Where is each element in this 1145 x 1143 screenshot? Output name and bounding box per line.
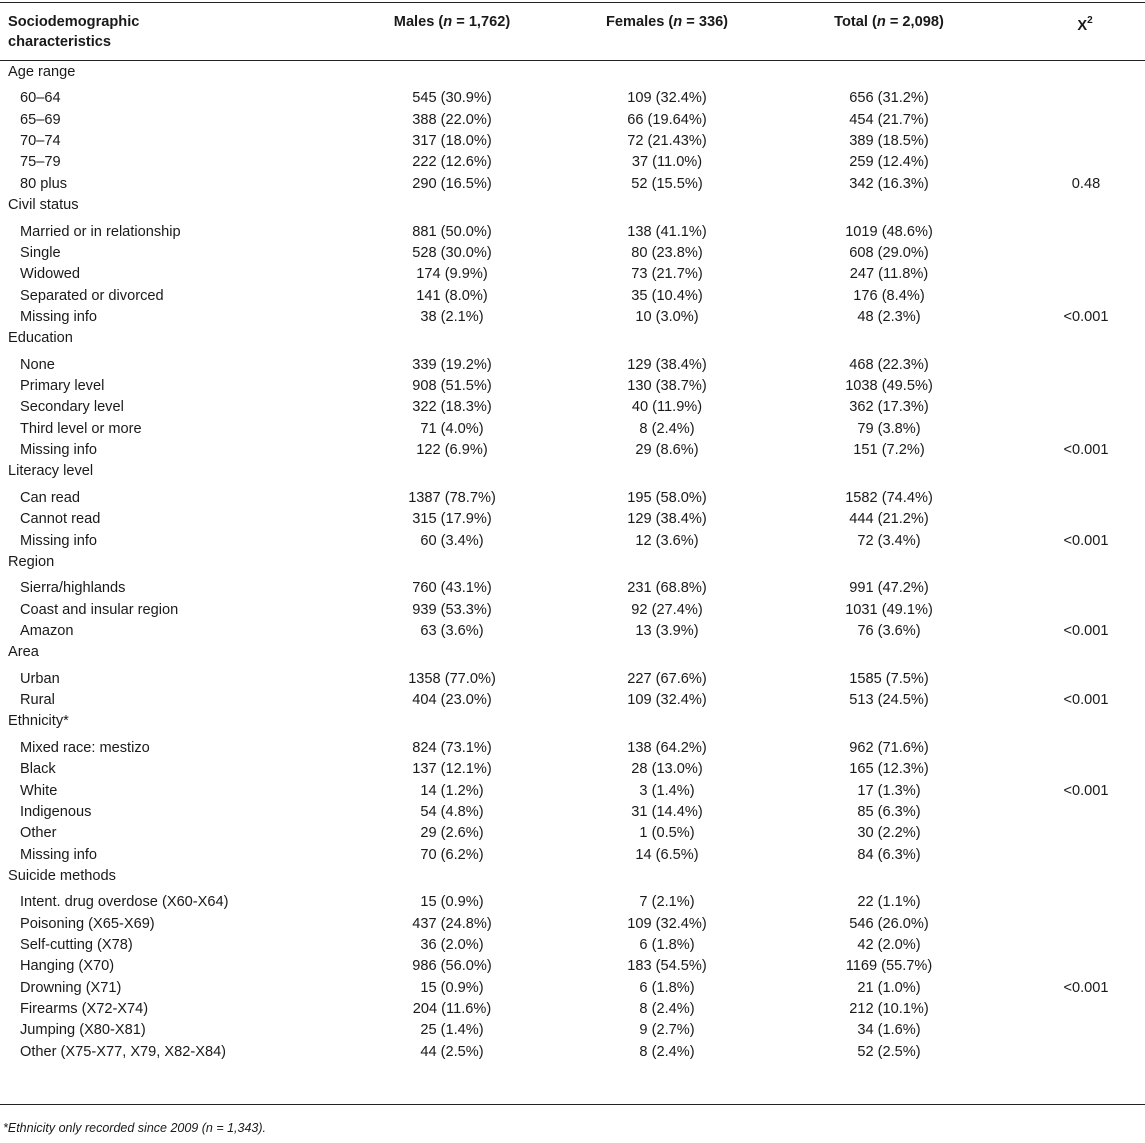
table-bottom-rule	[0, 1104, 1145, 1105]
group-header-row	[0, 642, 1145, 663]
total-cell: 85 (6.3%)	[857, 803, 921, 820]
table-row	[0, 669, 1145, 690]
females-cell: 6 (1.8%)	[639, 937, 695, 954]
row-label: Coast and insular region	[20, 601, 179, 618]
total-cell: 656 (31.2%)	[849, 90, 929, 107]
males-cell: 939 (53.3%)	[412, 601, 492, 618]
total-cell: 444 (21.2%)	[849, 511, 929, 528]
column-header-males: Males (n = 1,762)	[393, 14, 511, 30]
females-cell: 138 (41.1%)	[627, 223, 707, 240]
row-label: Widowed	[20, 266, 81, 283]
table-row	[0, 914, 1145, 935]
males-cell: 404 (23.0%)	[412, 692, 492, 709]
row-label: Intent. drug overdose (X60-X64)	[20, 894, 229, 911]
females-cell: 28 (13.0%)	[631, 761, 703, 778]
females-cell: 129 (38.4%)	[627, 511, 707, 528]
males-cell: 986 (56.0%)	[412, 958, 492, 975]
females-cell: 29 (8.6%)	[635, 442, 699, 459]
females-cell: 14 (6.5%)	[635, 846, 699, 863]
table-row	[0, 802, 1145, 823]
row-label: 60–64	[20, 90, 61, 107]
table-row	[0, 152, 1145, 173]
males-cell: 908 (51.5%)	[412, 378, 492, 395]
table-row	[0, 222, 1145, 243]
group-label: Literacy level	[8, 463, 94, 480]
males-cell: 141 (8.0%)	[416, 287, 488, 304]
table-top-rule	[0, 2, 1145, 3]
chi-square-cell: <0.001	[1063, 442, 1109, 459]
row-label: Jumping (X80-X81)	[20, 1022, 146, 1039]
table-row	[0, 264, 1145, 285]
total-cell: 212 (10.1%)	[849, 1001, 929, 1018]
males-cell: 15 (0.9%)	[420, 894, 484, 911]
table-row	[0, 935, 1145, 956]
row-label: Missing info	[20, 442, 98, 459]
row-label: Drowning (X71)	[20, 979, 122, 996]
table-row	[0, 956, 1145, 977]
males-cell: 44 (2.5%)	[420, 1043, 484, 1060]
row-label: 65–69	[20, 111, 61, 128]
females-cell: 3 (1.4%)	[639, 782, 695, 799]
table-row	[0, 621, 1145, 642]
table-row	[0, 286, 1145, 307]
females-cell: 6 (1.8%)	[639, 979, 695, 996]
row-label: Hanging (X70)	[20, 958, 115, 975]
table-row	[0, 600, 1145, 621]
row-label: Separated or divorced	[20, 287, 164, 304]
males-cell: 315 (17.9%)	[412, 511, 492, 528]
row-label: Missing info	[20, 308, 98, 325]
row-label: Single	[20, 244, 61, 261]
males-cell: 122 (6.9%)	[416, 442, 488, 459]
total-cell: 513 (24.5%)	[849, 692, 929, 709]
table-row	[0, 174, 1145, 195]
table-row	[0, 243, 1145, 264]
table-row	[0, 531, 1145, 552]
females-cell: 130 (38.7%)	[627, 378, 707, 395]
row-label: Missing info	[20, 846, 98, 863]
chi-square-cell: <0.001	[1063, 979, 1109, 996]
females-cell: 183 (54.5%)	[627, 958, 707, 975]
row-label: Secondary level	[20, 399, 124, 416]
males-cell: 824 (73.1%)	[412, 739, 492, 756]
females-cell: 109 (32.4%)	[627, 915, 707, 932]
females-cell: 129 (38.4%)	[627, 356, 707, 373]
total-cell: 1038 (49.5%)	[845, 378, 933, 395]
males-cell: 317 (18.0%)	[412, 133, 492, 150]
row-label: Poisoning (X65-X69)	[20, 915, 155, 932]
row-label: Urban	[20, 670, 60, 687]
chi-square-cell: <0.001	[1063, 308, 1109, 325]
males-cell: 1358 (77.0%)	[408, 670, 496, 687]
row-label: Other	[20, 825, 57, 842]
males-cell: 339 (19.2%)	[412, 356, 492, 373]
total-cell: 608 (29.0%)	[849, 244, 929, 261]
table-row	[0, 578, 1145, 599]
females-cell: 8 (2.4%)	[639, 1043, 695, 1060]
row-label: 75–79	[20, 154, 61, 171]
females-cell: 231 (68.8%)	[627, 580, 707, 597]
row-label: Can read	[20, 489, 81, 506]
table-row	[0, 355, 1145, 376]
table-row	[0, 845, 1145, 866]
females-cell: 92 (27.4%)	[631, 601, 703, 618]
females-cell: 8 (2.4%)	[639, 1001, 695, 1018]
group-header-row	[0, 195, 1145, 216]
table-row	[0, 110, 1145, 131]
females-cell: 138 (64.2%)	[627, 739, 707, 756]
total-cell: 1031 (49.1%)	[845, 601, 933, 618]
males-cell: 25 (1.4%)	[420, 1022, 484, 1039]
total-cell: 176 (8.4%)	[853, 287, 925, 304]
group-label: Civil status	[8, 197, 79, 214]
table-row	[0, 690, 1145, 711]
males-cell: 71 (4.0%)	[420, 420, 484, 437]
females-cell: 35 (10.4%)	[631, 287, 703, 304]
total-cell: 76 (3.6%)	[857, 623, 921, 639]
column-header-females: Females (n = 336)	[605, 14, 729, 30]
males-cell: 388 (22.0%)	[412, 111, 492, 128]
table-footnote: *Ethnicity only recorded since 2009 (n = 1,343).	[3, 1121, 267, 1135]
chi-square-cell: <0.001	[1063, 532, 1109, 549]
row-label: Indigenous	[20, 803, 92, 820]
total-cell: 79 (3.8%)	[857, 420, 921, 437]
table-row	[0, 131, 1145, 152]
group-label: Area	[8, 644, 39, 661]
females-cell: 37 (11.0%)	[631, 154, 703, 171]
males-cell: 54 (4.8%)	[420, 803, 484, 820]
males-cell: 760 (43.1%)	[412, 580, 492, 597]
row-label: Rural	[20, 692, 55, 709]
females-cell: 8 (2.4%)	[639, 420, 695, 437]
females-cell: 66 (19.64%)	[627, 111, 707, 128]
total-cell: 342 (16.3%)	[849, 175, 929, 192]
chi-square-cell: <0.001	[1063, 623, 1109, 639]
males-cell: 881 (50.0%)	[412, 223, 492, 240]
total-cell: 1582 (74.4%)	[845, 489, 933, 506]
row-label: White	[20, 782, 58, 799]
total-cell: 991 (47.2%)	[849, 580, 929, 597]
total-cell: 362 (17.3%)	[849, 399, 929, 416]
females-cell: 109 (32.4%)	[627, 90, 707, 107]
males-cell: 70 (6.2%)	[420, 846, 484, 863]
females-cell: 12 (3.6%)	[635, 532, 699, 549]
table-row	[0, 823, 1145, 844]
table-row	[0, 1020, 1145, 1041]
total-cell: 454 (21.7%)	[849, 111, 929, 128]
row-label: Cannot read	[20, 511, 101, 528]
column-header-characteristics: Sociodemographic characteristics	[8, 14, 140, 50]
group-label: Ethnicity*	[8, 713, 69, 730]
total-cell: 72 (3.4%)	[857, 532, 921, 549]
females-cell: 52 (15.5%)	[631, 175, 703, 192]
females-cell: 7 (2.1%)	[639, 894, 695, 911]
males-cell: 60 (3.4%)	[420, 532, 484, 549]
males-cell: 174 (9.9%)	[416, 266, 488, 283]
table-row	[0, 738, 1145, 759]
chi-square-cell: <0.001	[1063, 782, 1109, 799]
males-cell: 14 (1.2%)	[420, 782, 484, 799]
chi-square-superscript: 2	[1087, 15, 1093, 26]
males-cell: 1387 (78.7%)	[408, 489, 496, 506]
females-cell: 227 (67.6%)	[627, 670, 707, 687]
column-header-chi-square	[1055, 12, 1115, 36]
row-label: Other (X75-X77, X79, X82-X84)	[20, 1043, 227, 1060]
group-label: Suicide methods	[8, 867, 116, 884]
table-row	[0, 509, 1145, 530]
table-row	[0, 88, 1145, 109]
header-rule	[0, 60, 1145, 61]
table-row	[0, 488, 1145, 509]
total-cell: 30 (2.2%)	[857, 825, 921, 842]
group-header-row	[0, 552, 1145, 573]
row-label: Sierra/highlands	[20, 580, 126, 597]
total-cell: 1585 (7.5%)	[849, 670, 929, 687]
group-header-row	[0, 461, 1145, 482]
total-cell: 468 (22.3%)	[849, 356, 929, 373]
females-cell: 13 (3.9%)	[635, 623, 699, 639]
chi-square-cell: <0.001	[1063, 692, 1109, 709]
row-label: Self-cutting (X78)	[20, 937, 133, 954]
chi-square-symbol: X	[1077, 17, 1088, 34]
females-cell: 1 (0.5%)	[639, 825, 695, 842]
total-cell: 52 (2.5%)	[857, 1043, 921, 1060]
table-row	[0, 781, 1145, 802]
table-row	[0, 978, 1145, 999]
total-cell: 247 (11.8%)	[849, 266, 929, 283]
total-cell: 84 (6.3%)	[857, 846, 921, 863]
total-cell: 21 (1.0%)	[857, 979, 921, 996]
males-cell: 545 (30.9%)	[412, 90, 492, 107]
females-cell: 73 (21.7%)	[631, 266, 703, 283]
females-cell: 40 (11.9%)	[631, 399, 703, 416]
total-cell: 546 (26.0%)	[849, 915, 929, 932]
females-cell: 10 (3.0%)	[635, 308, 699, 325]
females-cell: 195 (58.0%)	[627, 489, 707, 506]
males-cell: 36 (2.0%)	[420, 937, 484, 954]
table-row	[0, 759, 1145, 780]
row-label: Amazon	[20, 623, 74, 639]
total-cell: 22 (1.1%)	[857, 894, 921, 911]
total-cell: 34 (1.6%)	[857, 1022, 921, 1039]
table-row	[0, 999, 1145, 1020]
total-cell: 1169 (55.7%)	[845, 958, 933, 975]
females-cell: 9 (2.7%)	[639, 1022, 695, 1039]
males-cell: 322 (18.3%)	[412, 399, 492, 416]
total-cell: 42 (2.0%)	[857, 937, 921, 954]
column-header-total: Total (n = 2,098)	[834, 14, 944, 30]
group-header-row	[0, 328, 1145, 349]
group-label: Age range	[8, 64, 76, 80]
row-label: 80 plus	[20, 175, 68, 192]
total-cell: 389 (18.5%)	[849, 133, 929, 150]
males-cell: 38 (2.1%)	[420, 308, 484, 325]
table-row	[0, 440, 1145, 461]
group-header-row	[0, 866, 1145, 887]
total-cell: 48 (2.3%)	[857, 308, 921, 325]
males-cell: 528 (30.0%)	[412, 244, 492, 261]
total-cell: 259 (12.4%)	[849, 154, 929, 171]
row-label: None	[20, 356, 55, 373]
males-cell: 63 (3.6%)	[420, 623, 484, 639]
chi-square-cell: 0.48	[1071, 175, 1101, 192]
table-row	[0, 892, 1145, 913]
males-cell: 222 (12.6%)	[412, 154, 492, 171]
males-cell: 137 (12.1%)	[412, 761, 492, 778]
males-cell: 29 (2.6%)	[420, 825, 484, 842]
row-label: Firearms (X72-X74)	[20, 1001, 149, 1018]
group-label: Region	[8, 553, 55, 570]
row-label: Missing info	[20, 532, 98, 549]
total-cell: 151 (7.2%)	[853, 442, 925, 459]
row-label: Black	[20, 761, 56, 778]
row-label: Primary level	[20, 378, 105, 395]
females-cell: 80 (23.8%)	[631, 244, 703, 261]
table-row	[0, 376, 1145, 397]
total-cell: 165 (12.3%)	[849, 761, 929, 778]
group-header-row	[0, 62, 1145, 83]
table-row	[0, 419, 1145, 440]
total-cell: 17 (1.3%)	[857, 782, 921, 799]
total-cell: 1019 (48.6%)	[845, 223, 933, 240]
table-row	[0, 397, 1145, 418]
total-cell: 962 (71.6%)	[849, 739, 929, 756]
row-label: Married or in relationship	[20, 223, 181, 240]
females-cell: 109 (32.4%)	[627, 692, 707, 709]
males-cell: 290 (16.5%)	[412, 175, 492, 192]
row-label: Mixed race: mestizo	[20, 739, 150, 756]
table-row	[0, 307, 1145, 328]
females-cell: 31 (14.4%)	[631, 803, 703, 820]
group-header-row	[0, 711, 1145, 732]
males-cell: 204 (11.6%)	[412, 1001, 492, 1018]
row-label: Third level or more	[20, 420, 142, 437]
females-cell: 72 (21.43%)	[627, 133, 707, 150]
males-cell: 15 (0.9%)	[420, 979, 484, 996]
group-label: Education	[8, 330, 73, 347]
table-row	[0, 1042, 1145, 1063]
males-cell: 437 (24.8%)	[412, 915, 492, 932]
row-label: 70–74	[20, 133, 61, 150]
